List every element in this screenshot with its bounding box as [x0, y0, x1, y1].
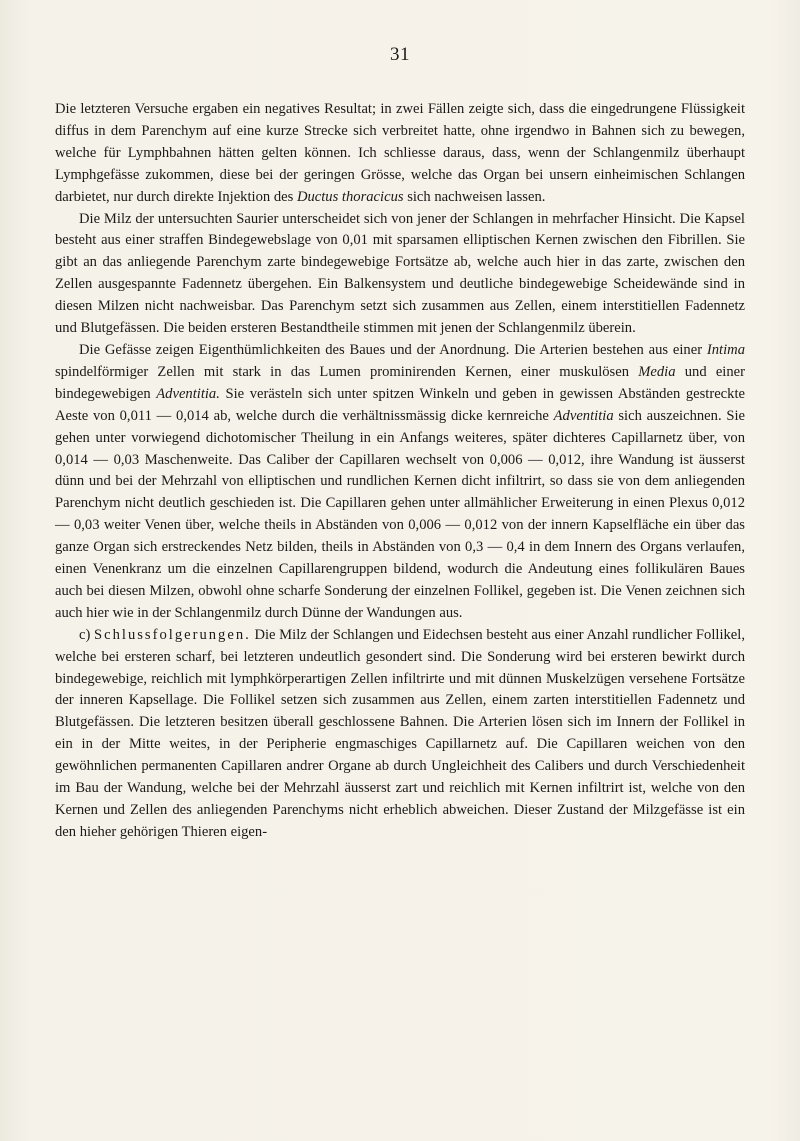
- paragraph: [55, 340, 745, 625]
- italic-term: Media: [638, 363, 676, 380]
- paragraph: [55, 625, 745, 844]
- text-run: Die Milz der Schlangen und Eidechsen besteht aus einer Anzahl rundlicher Follikel, welche bei ersteren scharf, bei letzteren undeutlich gesondert sind. Die Sonderung wird bei ersteren bewirkt durch bindegewebige, reichlich mit lymphkörperartigen Zellen infiltrirte und mit dünnen Muskelzügen versehene Fortsätze der inneren Kapsellage. Die Follikel setzen sich zusammen aus Zellen, einem zarten interstitiellen Fadennetz und Blutgefässen. Die letzteren besitzen überall geschlossene Bahnen. Die Arterien lösen sich im Innern der Follikel in ein in der Mitte weites, in der Peripherie engmaschiges Capillarnetz auf. Die Capillaren weichen von den gewöhnlichen permanenten Capillaren andrer Organe ab durch Ungleichheit des Calibers und durch Verschiedenheit im Bau der Wandung, welche bei der Mehrzahl äusserst zart und reichlich mit Kernen infiltrirt ist, welche von den Kernen und Zellen des anliegenden Parenchyms nicht erheblich abweichen. Dieser Zustand der Milzgefässe ist ein den hieher gehörigen Thieren eigen-: [55, 626, 745, 840]
- paragraph: [55, 209, 745, 340]
- body-text: [55, 99, 745, 844]
- text-run: sich auszeichnen. Sie gehen unter vorwiegend dichotomischer Theilung in ein Anfangs weiteres, später dichteres Capillarnetz über, von 0,014 — 0,03 Maschenweite. Das Caliber der Capillaren wechselt von 0,006 — 0,012, ihre Wandung ist äusserst dünn und bei der Mehrzahl von elliptischen und rundlichen Kernen dicht infiltrirt, so dass sie von dem anliegenden Parenchym nicht deutlich geschieden ist. Die Capillaren gehen unter allmählicher Erweiterung in einen Plexus 0,012 — 0,03 weiter Venen über, welche theils in Abständen von 0,006 — 0,012 von der innern Kapselfläche ein über das ganze Organ sich erstreckendes Netz bilden, theils in Abständen von 0,3 — 0,4 in dem Innern des Organs verlaufen, einen Venenkranz um die einzelnen Capillarengruppen bildend, wodurch die Andeutung eines follikulären Baues auch bei diesen Milzen, obwohl ohne scharfe Sonderung der einzelnen Follikel, gegeben ist. Die Venen zeichnen sich auch hier wie in der Schlangenmilz durch Dünne der Wandungen aus.: [55, 407, 745, 621]
- page-number: 31: [390, 44, 410, 65]
- text-run: Die letzteren Versuche ergaben ein negatives Resultat; in zwei Fällen zeigte sich, dass die eingedrungene Flüssigkeit diffus in dem Parenchym auf eine kurze Strecke sich verbreitet hatte, ohne irgendwo in Bahnen sich zu bewegen, welche für Lymphbahnen hätten gelten können. Ich schliesse daraus, dass, wenn der Schlangenmilz überhaupt Lymphgefässe zukommen, diese bei der geringen Grösse, welche das Organ bei unsern einheimischen Schlangen darbietet, nur durch direkte Injektion des: [55, 101, 745, 205]
- text-run: Die Milz der untersuchten Saurier unterscheidet sich von jener der Schlangen in mehrfacher Hinsicht. Die Kapsel besteht aus einer straffen Bindegewebslage von 0,01 mit sparsamen elliptischen Kernen zwischen den Fibrillen. Sie gibt an das anliegende Parenchym zarte bindegewebige Fortsätze ab, welche auch hier in das zarte, zwischen den Zellen ausgespannte Fadennetz übergehen. Ein Balkensystem und deutliche bindegewebige Scheidewände sind in diesen Milzen nicht nachweisbar. Das Parenchym setzt sich zusammen aus Zellen, einem interstitiellen Fadennetz und Blutgefässen. Die beiden ersteren Bestandtheile stimmen mit jenen der Schlangenmilz überein.: [55, 210, 745, 337]
- text-run: und einer bindegewebigen: [55, 363, 745, 402]
- text-run: sich nachweisen lassen.: [403, 188, 546, 205]
- text-run: Sie verästeln sich unter spitzen Winkeln und geben in gewissen Abständen gestreckte Aeste von 0,011 — 0,014 ab, welche durch die verhältnissmässig dicke kernreiche: [55, 385, 745, 424]
- text-run: spindelförmiger Zellen mit stark in das Lumen prominirenden Kernen, einer muskulösen: [55, 363, 639, 380]
- paragraph: [55, 99, 745, 209]
- italic-term: Adventitia: [553, 407, 614, 424]
- italic-term: Adventitia.: [156, 385, 220, 402]
- section-heading: Schlussfolgerungen.: [94, 626, 251, 643]
- text-run: Die Gefässe zeigen Eigenthümlichkeiten des Baues und der Anordnung. Die Arterien bestehen aus einer: [79, 341, 707, 358]
- italic-term: Intima: [706, 341, 745, 358]
- italic-term: Ductus thoracicus: [296, 188, 404, 205]
- text-run: c): [79, 626, 95, 643]
